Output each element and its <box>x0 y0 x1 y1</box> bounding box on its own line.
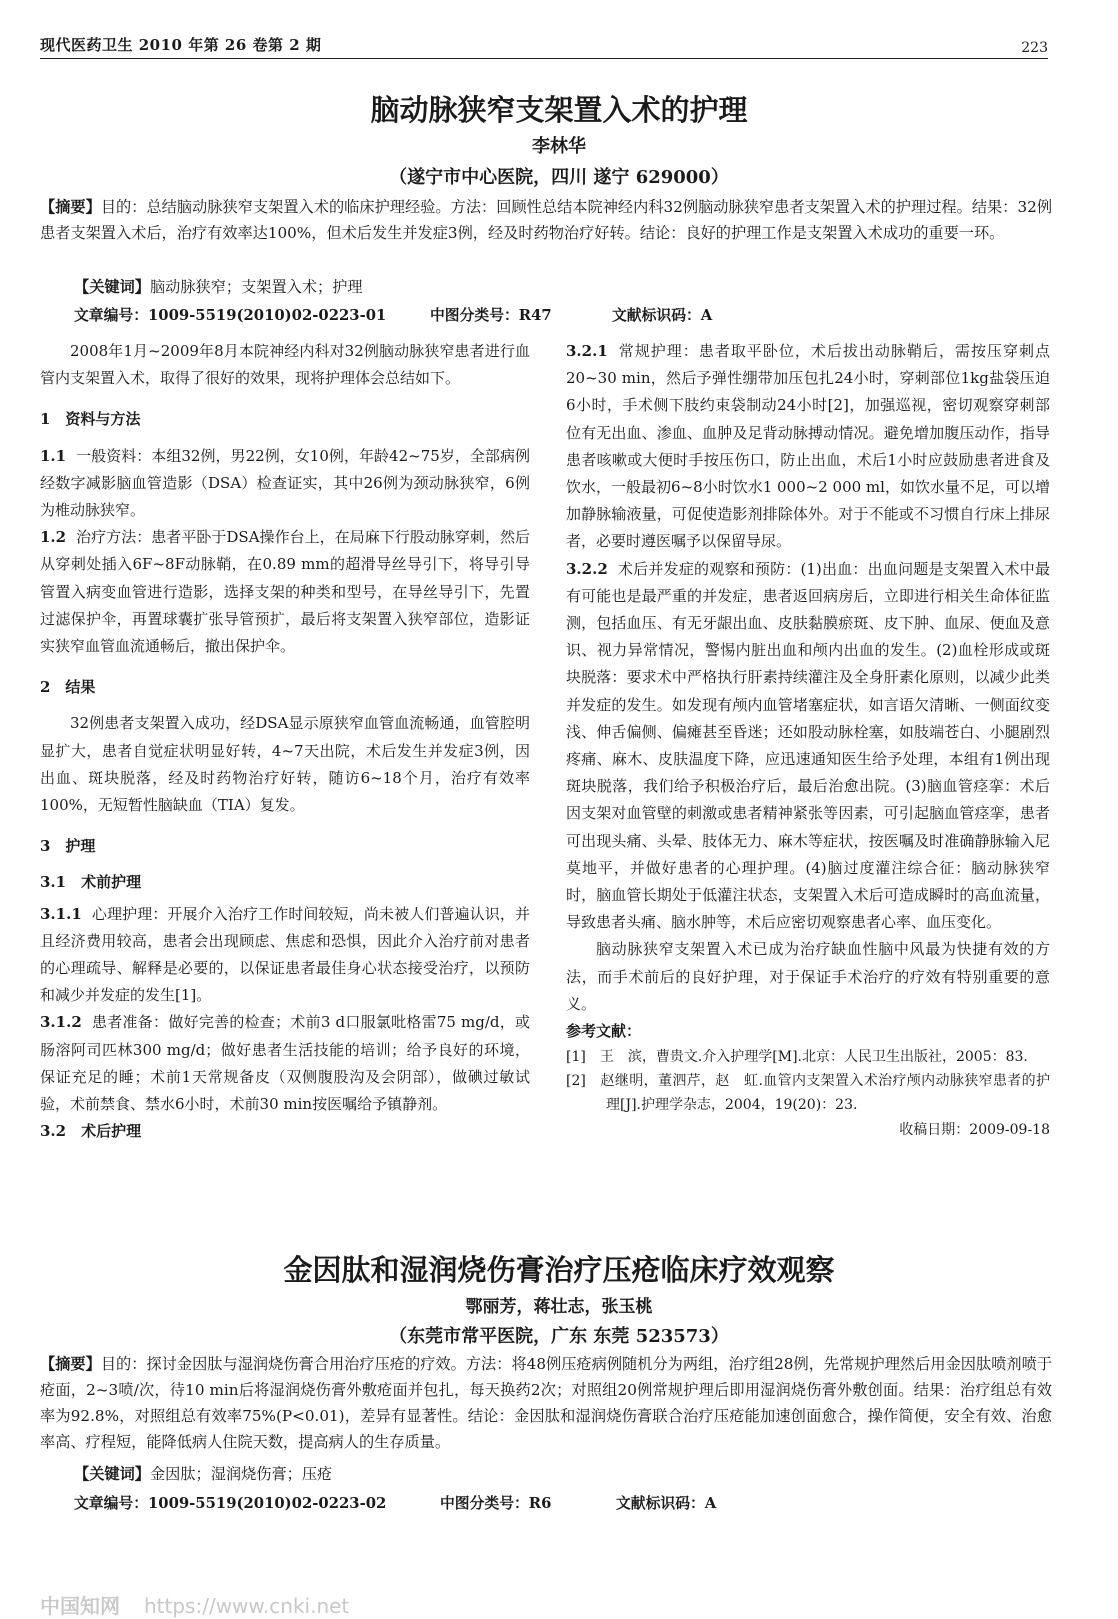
para-text: 一般资料：本组32例，男22例，女10例，年龄42~75岁，全部病例经数字减影脑血管造影（DSA）检查证实，其中26例为颈动脉狭窄，6例为椎动脉狭窄。 <box>40 446 530 520</box>
results-paragraph: 32例患者支架置入成功，经DSA显示原狭窄血管血流畅通，血管腔明显扩大，患者自觉症状明显好转，4~7天出院，术后发生并发症3例，因出血、斑块脱落，经及时药物治疗好转，随访6~18个月，治疗有效率100%，无短暂性脑缺血（TIA）复发。 <box>40 714 530 815</box>
article-1-keywords <box>74 276 363 297</box>
subsection-heading-3-2: 3.2 术后护理 <box>40 1122 142 1141</box>
section-heading-3: 3 护理 <box>40 837 96 856</box>
watermark-name: 中国知网 <box>40 1594 120 1618</box>
subsection-heading-3-1: 3.1 术前护理 <box>40 873 142 892</box>
document-code: 文献标识码：A <box>616 1495 717 1512</box>
para-number: 3.1.1 <box>40 904 82 923</box>
article-2-keywords <box>74 1463 332 1484</box>
para-number: 3.2.2 <box>566 559 608 578</box>
article-1-title: 脑动脉狭窄支架置入术的护理 <box>370 93 748 127</box>
para-number: 3.2.1 <box>566 342 608 360</box>
clc-number: 中图分类号：R6 <box>440 1495 552 1512</box>
keywords-label: 【关键词】 <box>74 1465 150 1483</box>
section-heading-1: 1 资料与方法 <box>40 410 141 429</box>
article-2-abstract <box>40 1351 1052 1455</box>
article-1-meta <box>74 304 712 325</box>
article-2-authors: 鄂丽芳，蒋壮志，张玉桃 <box>465 1297 653 1317</box>
article-1-abstract <box>40 194 1052 246</box>
para-3-1-1 <box>40 901 530 1010</box>
article-number: 文章编号：1009-5519(2010)02-0223-02 <box>74 1495 387 1512</box>
para-text: 常规护理：患者取平卧位，术后拔出动脉鞘后，需按压穿刺点20~30 min，然后予弹性绷带加压包扎24小时，穿刺部位1kg盐袋压迫6小时，手术侧下肢约束袋制动24小时[2]，加强巡视，密切观察穿刺部位有无出血、渗血、血肿及足背动脉搏动情况。避免增加腹压动作，指导患者咳嗽或大便时手按压伤口，防止出血，术后1小时应鼓励患者进食及饮水，一般最初6~8小时饮水1 000~2 000 ml，如饮水量不足，可以增加静脉输液量，可促使造影剂排除体外。对于不能或不习惯自行床上排尿者，必要时遵医嘱予以保留导尿。 <box>566 342 1050 551</box>
keywords-text: 金因肽；湿润烧伤膏；压疮 <box>149 1465 333 1483</box>
keywords-label: 【关键词】 <box>74 278 150 296</box>
document-code: 文献标识码：A <box>612 307 713 324</box>
para-text: 患者准备：做好完善的检查；术前3 d口服氯吡格雷75 mg/d，或肠溶阿司匹林300 mg/d；做好患者生活技能的培训；给予良好的环境，保证充足的睡；术前1天常规备皮（双侧腹股沟及会阴部），做碘过敏试验，术前禁食、禁水6小时，术前30 min按医嘱给予镇静剂。 <box>40 1013 530 1114</box>
left-column <box>40 338 530 1145</box>
reference-2: [2] 赵继明，董泗芹，赵 虹.血管内支架置入术治疗颅内动脉狭窄患者的护理[J].护理学杂志，2004，19(20)：23. <box>566 1073 1050 1114</box>
para-number: 1.1 <box>40 446 67 465</box>
abstract-text: 目的：探讨金因肽与湿润烧伤膏合用治疗压疮的疗效。方法：将48例压疮病例随机分为两组，治疗组28例，先常规护理然后用金因肽喷剂喷于疮面，2~3喷/次，待10 min后将湿润烧伤膏外敷疮面并包扎，每天换药2次；对照组20例常规护理后即用湿润烧伤膏外敷创面。结果：治疗组总有效率为92.8%，对照组总有效率75%(P<0.01)，差异有显著性。结论：金因肽和湿润烧伤膏联合治疗压疮能加速创面愈合，操作简便，安全有效、治愈率高、疗程短，能降低病人住院天数，提高病人的生存质量。 <box>40 1355 1053 1451</box>
abstract-label: 【摘要】 <box>40 198 101 216</box>
para-3-1-2 <box>40 1009 530 1118</box>
abstract-label: 【摘要】 <box>40 1355 101 1373</box>
para-number: 1.2 <box>40 528 67 547</box>
references-heading: 参考文献： <box>566 1022 642 1041</box>
watermark-url: https://www.cnki.net <box>144 1594 350 1618</box>
conclusion-paragraph: 脑动脉狭窄支架置入术已成为治疗缺血性脑中风最为快捷有效的方法，而手术前后的良好护理，对于保证手术治疗的疗效有特别重要的意义。 <box>566 940 1050 1013</box>
abstract-text: 目的：总结脑动脉狭窄支架置入术的临床护理经验。方法：回顾性总结本院神经内科32例脑动脉狭窄患者支架置入术的护理过程。结果：32例患者支架置入术后，治疗有效率达100%，但术后发生并发症3例，经及时药物治疗好转。结论：良好的护理工作是支架置入术成功的重要一环。 <box>40 198 1053 242</box>
para-3-2-2 <box>566 556 1050 937</box>
received-date: 收稿日期：2009-09-18 <box>899 1122 1050 1139</box>
article-2-title: 金因肽和湿润烧伤膏治疗压疮临床疗效观察 <box>283 1253 835 1287</box>
reference-1: [1] 王 滨，曹贵文.介入护理学[M].北京：人民卫生出版社，2005：83. <box>566 1049 1028 1066</box>
section-heading-2: 2 结果 <box>40 678 96 697</box>
article-1-author: 李林华 <box>532 136 586 157</box>
running-header <box>40 34 1048 59</box>
intro-paragraph: 2008年1月~2009年8月本院神经内科对32例脑动脉狭窄患者进行血管内支架置入术，取得了很好的效果，现将护理体会总结如下。 <box>40 342 530 388</box>
para-text: 心理护理：开展介入治疗工作时间较短，尚未被人们普遍认识，并且经济费用较高，患者会出现顾虑、焦虑和恐惧，因此介入治疗前对患者的心理疏导、解释是必要的，以保证患者最佳身心状态接受治疗，以预防和减少并发症的发生[1]。 <box>40 904 530 1005</box>
article-1-affiliation: （遂宁市中心医院，四川 遂宁 629000） <box>389 167 729 188</box>
cnki-watermark <box>40 1590 349 1619</box>
article-2-meta <box>74 1492 716 1513</box>
para-text: 术后并发症的观察和预防：(1)出血：出血问题是支架置入术中最有可能也是最严重的并发症，患者返回病房后，立即进行相关生命体征监测，包括血压、有无牙龈出血、皮肤黏膜瘀斑、皮下肿、血尿、便血及意识、视力异常情况，警惕内脏出血和颅内出血的发生。(2)血栓形成或斑块脱落：要求术中严格执行肝素持续灌注及全身肝素化原则，以减少此类并发症的发生。如发现有颅内血管堵塞症状，如言语欠清晰、一侧面纹变浅、伸舌偏侧、偏瘫甚至昏迷；还如股动脉栓塞，如肢端苍白、小腿剧烈疼痛、麻木、皮肤温度下降，应迅速通知医生给予处理，本组有1例出现斑块脱落，我们给予积极治疗后，最后治愈出院。(3)脑血管痉挛：术后因支架对血管壁的刺激或患者精神紧张等因素，可引起脑血管痉挛，患者可出现头痛、头晕、肢体无力、麻木等症状，按医嘱及时准确静脉输入尼莫地平，并做好患者的心理护理。(4)脑过度灌注综合征：脑动脉狭窄时，脑血管长期处于低灌注状态，支架置入术后可造成瞬时的高血流量，导致患者头痛、脑水肿等，术后应密切观察患者心率、血压变化。 <box>566 559 1050 932</box>
article-2-affiliation: （东莞市常平医院，广东 东莞 523573） <box>389 1326 729 1347</box>
page-number: 223 <box>1021 40 1048 56</box>
right-column <box>566 338 1050 1144</box>
para-1-1 <box>40 443 530 525</box>
para-number: 3.1.2 <box>40 1013 82 1032</box>
para-1-2 <box>40 524 530 660</box>
para-3-2-1 <box>566 338 1050 556</box>
journal-name: 现代医药卫生 2010 年第 26 卷第 2 期 <box>40 36 322 54</box>
keywords-text: 脑动脉狭窄；支架置入术；护理 <box>149 278 363 296</box>
article-number: 文章编号：1009-5519(2010)02-0223-01 <box>74 307 387 324</box>
clc-number: 中图分类号：R47 <box>430 307 552 324</box>
para-text: 治疗方法：患者平卧于DSA操作台上，在局麻下行股动脉穿刺，然后从穿刺处插入6F~8F动脉鞘，在0.89 mm的超滑导丝导引下，将导引导管置入病变血管进行造影，选择支架的种类和型号，在导丝导引下，先置过滤保护伞，再置球囊扩张导管预扩，最后将支架置入狭窄部位，造影证实狭窄血管血流通畅后，撤出保护伞。 <box>40 528 530 656</box>
